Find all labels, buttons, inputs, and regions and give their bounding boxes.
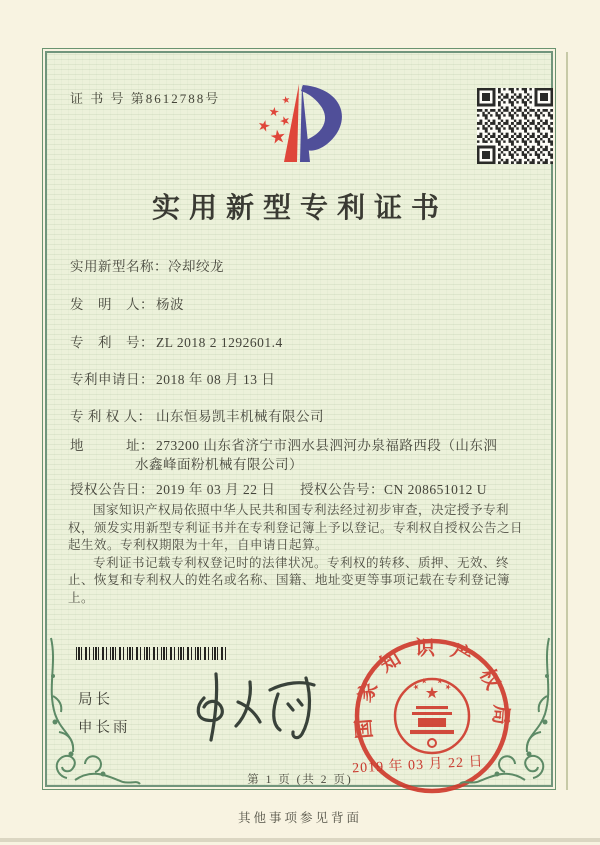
footer-note: 其他事项参见背面 (237, 811, 362, 825)
certificate-title: 实用新型专利证书 (151, 193, 448, 224)
seal-date: 2019 年 03 月 22 日 (351, 754, 484, 777)
field-label: 授权公告日： (70, 482, 154, 497)
field-label: 专 利 号： (70, 335, 154, 350)
field-address-line2: 水鑫峰面粉机械有限公司） (135, 457, 303, 472)
field-label: 专利申请日： (70, 372, 154, 387)
field-value: 冷却绞龙 (168, 259, 224, 274)
field-address (70, 434, 497, 454)
field-value: 273200 山东省济宁市泗水县泗河办泉福路西段（山东泗 (156, 438, 498, 453)
scan-bottom-shadow (0, 838, 600, 842)
field-value: ZL 2018 2 1292601.4 (156, 335, 283, 350)
statutory-text (68, 502, 532, 607)
field-label: 专 利 权 人： (70, 409, 152, 424)
qr-code-icon (477, 88, 553, 164)
page-number: 第 1 页 (共 2 页) (247, 774, 353, 786)
national-emblem-icon (395, 678, 469, 753)
field-value: 山东恒易凯丰机械有限公司 (156, 409, 324, 424)
cnipa-patent-logo-icon (240, 78, 370, 180)
scan-edge-line (566, 52, 568, 790)
statutory-paragraph-1: 国家知识产权局依照中华人民共和国专利法经过初步审查，决定授予专利权，颁发实用新型专利证书并在专利登记簿上予以登记。专利权自授权公告之日起生效。专利权期限为十年，自申请日起算。 (68, 503, 524, 552)
field-value: 杨波 (156, 297, 184, 312)
field-grant-number (300, 478, 487, 498)
field-value: 2018 年 08 月 13 日 (156, 372, 276, 387)
field-filing-date (70, 368, 275, 388)
field-value: CN 208651012 U (384, 482, 488, 497)
director-printed-name: 申长雨 (78, 720, 131, 736)
field-label: 实用新型名称： (70, 259, 168, 274)
field-inventor (70, 293, 184, 313)
field-value: 2019 年 03 月 22 日 (156, 482, 276, 497)
field-label: 授权公告号： (300, 482, 384, 497)
seal-ring-text: 国家知识产权局 (352, 637, 512, 740)
corner-flourish-left-icon (45, 636, 141, 786)
field-grant-date (70, 478, 275, 498)
statutory-paragraph-2: 专利证书记载专利权登记时的法律状况。专利权的转移、质押、无效、终止、恢复和专利权人的姓名或名称、国籍、地址变更等事项记载在专利登记簿上。 (68, 555, 511, 605)
director-title: 局长 (78, 692, 113, 708)
corner-flourish-right-icon (459, 636, 555, 786)
field-utility-model-name (70, 255, 224, 275)
field-label: 发 明 人： (70, 297, 154, 312)
director-signature-icon (178, 668, 318, 743)
field-label: 地 址： (70, 438, 154, 453)
field-patent-number (70, 331, 283, 351)
field-patentee (70, 405, 324, 425)
certificate-number: 证 书 号 第8612788号 (70, 91, 221, 106)
